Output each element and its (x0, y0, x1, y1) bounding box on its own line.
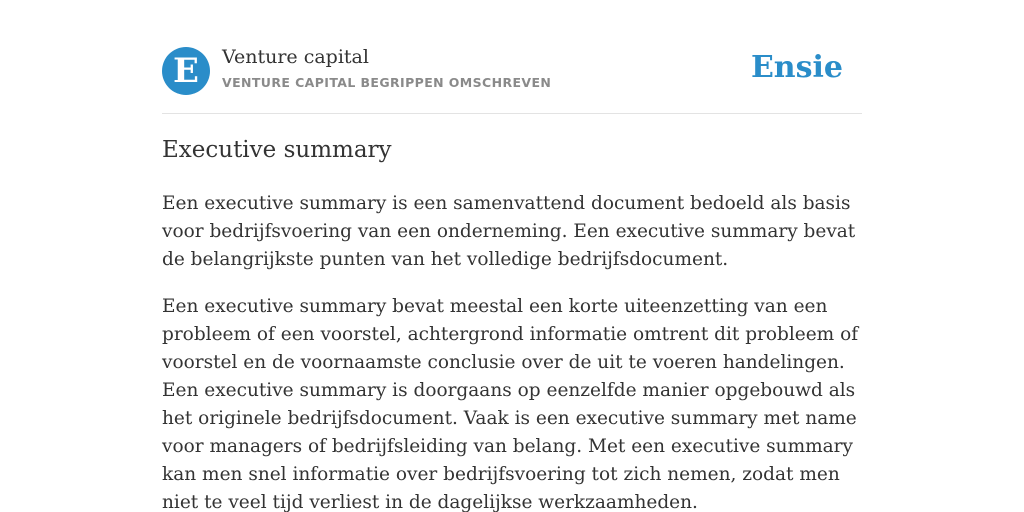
article-body (162, 190, 862, 512)
content-container (162, 0, 862, 512)
site-title[interactable]: Venture capital (222, 46, 369, 68)
site-header (162, 0, 862, 114)
site-subtitle: VENTURE CAPITAL BEGRIPPEN OMSCHREVEN (222, 75, 552, 90)
ensie-logo-badge[interactable]: E (162, 47, 210, 95)
article-paragraph-2: Een executive summary bevat meestal een korte uiteenzetting van een probleem of een voorstel, achtergrond informatie omtrent dit probleem of voorstel en de voornaamste conclusie over de uit te voeren handelingen. Een executive summary is doorgaans op eenzelfde manier opgebouwd als het originele bedrijfsdocument. Vaak is een executive summary met name voor managers of bedrijfsleiding van belang. Met een executive summary kan men snel informatie over bedrijfsvoering tot zich nemen, zodat men niet te veel tijd verliest in de dagelijkse werkzaamheden. (162, 296, 859, 512)
article-paragraph-1: Een executive summary is een samenvattend document bedoeld als basis voor bedrijfsvoering van een onderneming. Een executive summary bevat de belangrijkste punten van het volledige bedrijfsdocument. (162, 193, 856, 270)
ensie-brand-logo[interactable]: Ensie (750, 50, 843, 85)
article-title: Executive summary (162, 137, 392, 163)
